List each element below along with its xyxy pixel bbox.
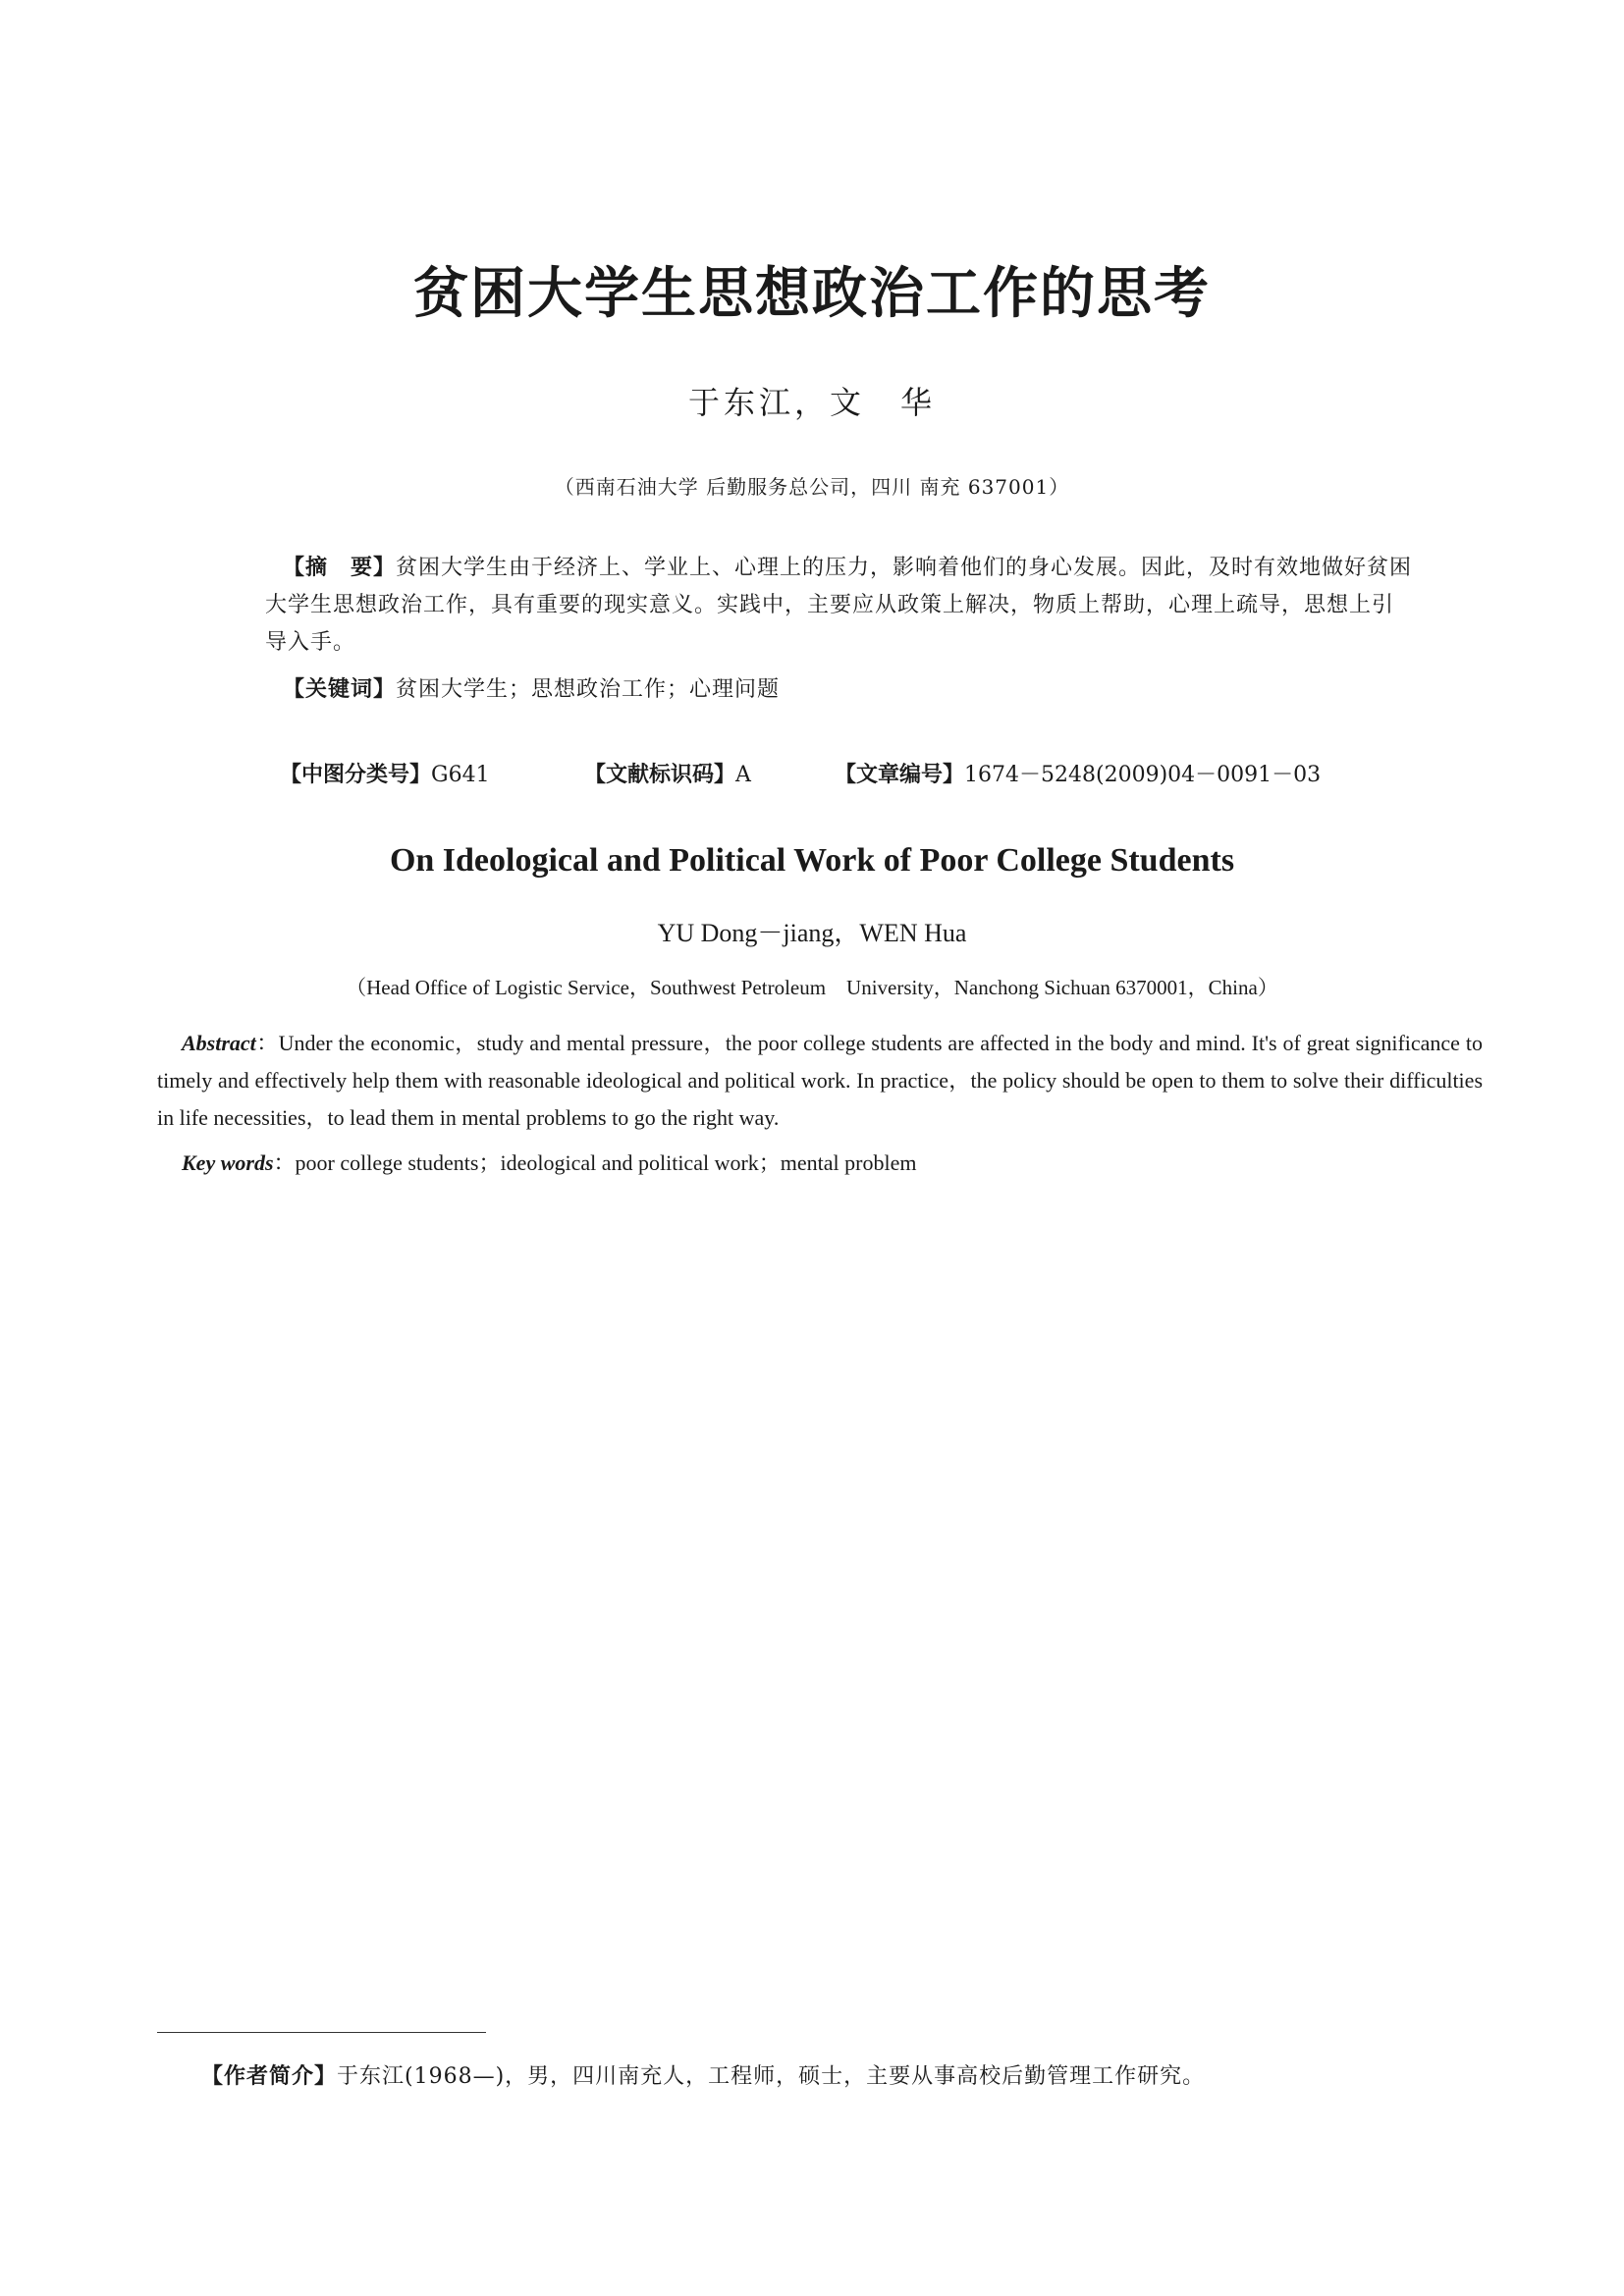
english-abstract	[157, 1025, 1483, 1137]
english-authors: YU Dong－jiang，WEN Hua	[657, 919, 967, 947]
document-code-label: 【文献标识码】	[584, 763, 736, 787]
chinese-affiliation: （西南石油大学 后勤服务总公司，四川 南充 637001）	[554, 475, 1070, 499]
chinese-keywords-label: 【关键词】	[283, 677, 397, 702]
author-footnote-text: 于东江(1968—)，男，四川南充人，工程师，硕士，主要从事高校后勤管理工作研究。	[337, 2064, 1206, 2089]
english-abstract-label: Abstract	[182, 1031, 256, 1055]
clc-value: G641	[431, 763, 490, 787]
english-abstract-separator: ：	[255, 1031, 279, 1055]
chinese-keywords-text: 贫困大学生；思想政治工作；心理问题	[396, 677, 781, 702]
english-title: On Ideological and Political Work of Poor College Students	[389, 842, 1235, 879]
clc-label: 【中图分类号】	[280, 763, 432, 787]
classification-row	[280, 758, 1360, 797]
document-code	[584, 758, 751, 788]
english-abstract-text: Under the economic，study and mental pressure，the poor college students are affected in the body and mind. It's of great significance to timely and effectively help them with reasonable ideological and political work. In practice，the policy should be open to them to solve their difficulties in life necessities，to lead them in mental problems to go the right way.	[157, 1031, 1483, 1130]
chinese-abstract-text: 贫困大学生由于经济上、学业上、心理上的压力，影响着他们的身心发展。因此，及时有效地做好贫困大学生思想政治工作，具有重要的现实意义。实践中，主要应从政策上解决，物质上帮助，心理上疏导，思想上引导入手。	[265, 556, 1413, 655]
clc-number	[280, 758, 490, 788]
english-affiliation: （Head Office of Logistic Service，Southwest Petroleum University，Nanchong Sichuan 6370001，China）	[346, 976, 1278, 999]
chinese-abstract	[265, 550, 1414, 662]
english-keywords-text: poor college students；ideological and political work；mental problem	[295, 1150, 917, 1175]
footnote-divider	[157, 2032, 486, 2033]
document-code-value: A	[735, 763, 751, 787]
article-number	[835, 758, 1321, 788]
chinese-abstract-label: 【摘 要】	[283, 556, 397, 580]
english-keywords	[157, 1145, 1483, 1182]
chinese-authors: 于东江，文 华	[687, 384, 936, 421]
author-footnote	[201, 2059, 1478, 2090]
english-keywords-label: Key words	[182, 1150, 274, 1175]
article-number-value: 1674－5248(2009)04－0091－03	[964, 763, 1322, 787]
chinese-keywords	[265, 671, 1414, 709]
english-keywords-separator: ：	[273, 1150, 296, 1175]
article-number-label: 【文章编号】	[835, 763, 965, 787]
author-footnote-label: 【作者简介】	[201, 2064, 338, 2089]
chinese-title: 贫困大学生思想政治工作的思考	[413, 261, 1211, 326]
